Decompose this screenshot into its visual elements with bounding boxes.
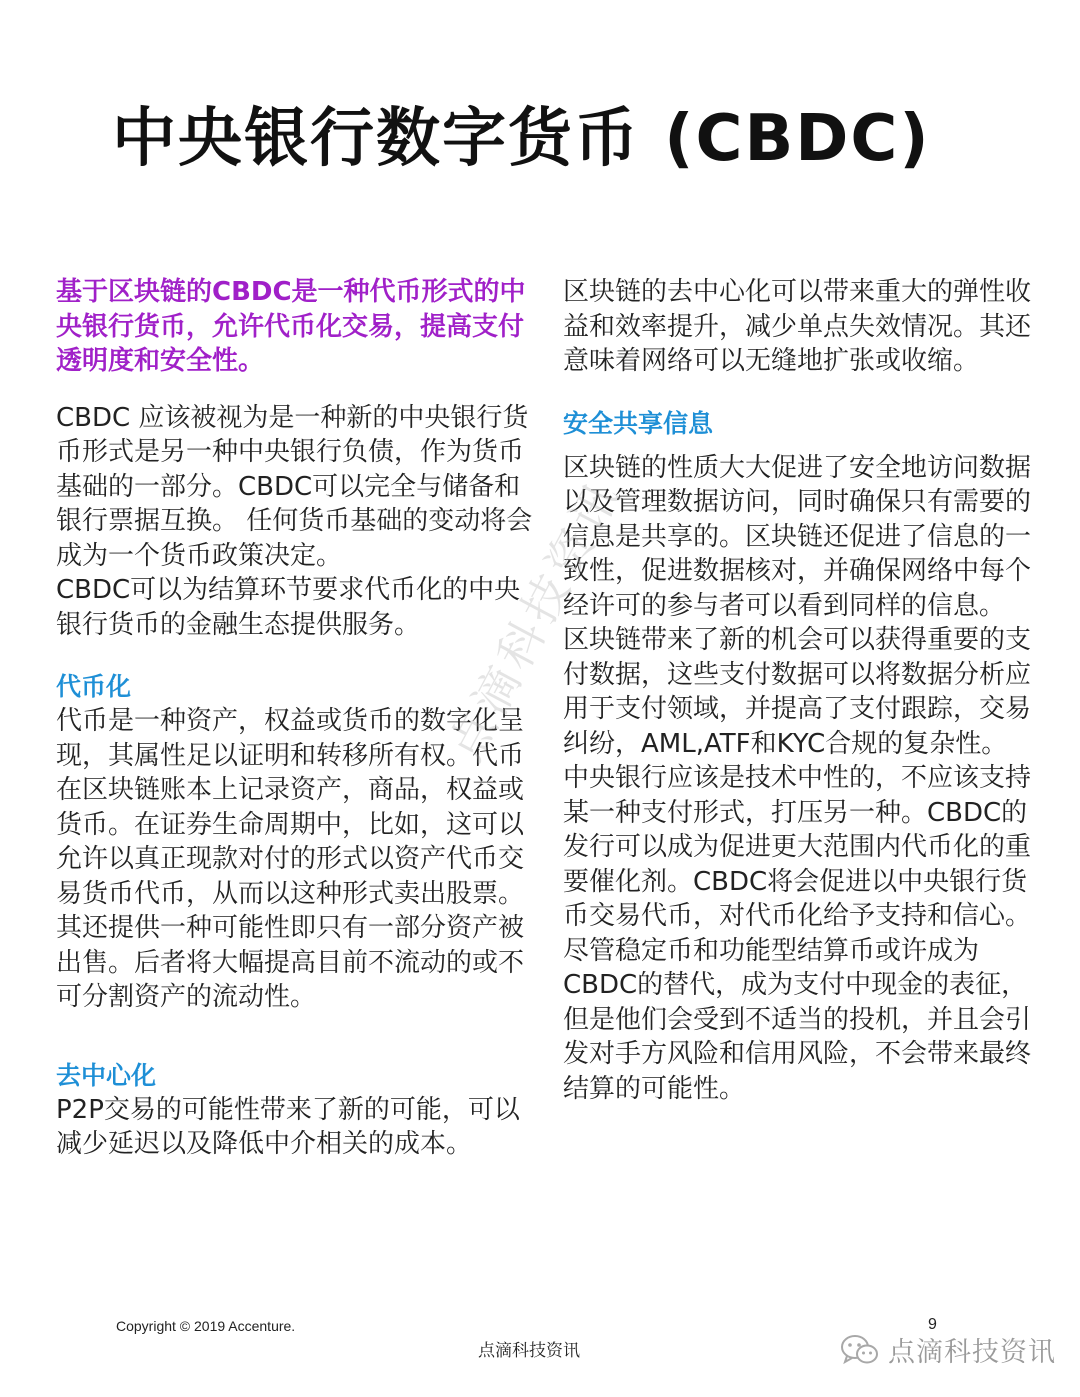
decentralization-heading: 去中心化	[56, 1060, 157, 1090]
wechat-icon	[840, 1333, 880, 1367]
copyright-notice: Copyright © 2019 Accenture.	[116, 1318, 296, 1334]
decentralization-paragraph: P2P交易的可能性带来了新的可能，可以减少延迟以及降低中介相关的成本。	[56, 1094, 520, 1159]
secure-sharing-paragraph: 区块链的性质大大促进了安全地访问数据以及管理数据访问，同时确保只有需要的信息是共享的。区块链还促进了信息的一致性，促进数据核对，并确保网络中每个经许可的参与者可以看到同样的信息。	[563, 452, 1032, 621]
payment-data-paragraph: 区块链带来了新的机会可以获得重要的支付数据，这些支付数据可以将数据分析应用于支付领域，并提高了支付跟踪，交易纠纷，AML,ATF和KYC合规的复杂性。	[563, 625, 1032, 759]
page-title: 中央银行数字货币 (CBDC)	[112, 102, 931, 176]
decentralization-continued-paragraph: 区块链的去中心化可以带来重大的弹性收益和效率提升，减少单点失效情况。其还意味着网络可以无缝地扩张或收缩。	[563, 277, 1032, 376]
page-number: 9	[928, 1316, 937, 1333]
right-column	[563, 275, 1043, 1106]
wechat-account-name: 点滴科技资讯	[888, 1337, 1056, 1368]
tokenization-heading: 代币化	[56, 672, 132, 701]
wechat-account-badge	[840, 1330, 1056, 1369]
watermark: 点滴科技资讯	[437, 468, 633, 770]
cbdc-ecosystem-paragraph: CBDC可以为结算环节要求代币化的中央银行货币的金融生态提供服务。	[56, 575, 521, 640]
cbdc-intro-paragraph: CBDC 应该被视为是一种新的中央银行货币形式是另一种中央银行负债，作为货币基础的一部分。CBDC可以完全与储备和银行票据互换。 任何货币基础的变动将会成为一个货币政策决定。	[56, 402, 533, 571]
technology-neutral-paragraph: 中央银行应该是技术中性的，不应该支持某一种支付形式，打压另一种。CBDC的发行可以成为促进更大范围内代币化的重要催化剂。CBDC将会促进以中央银行货币交易代币，对代币化给予支持和信心。尽管稳定币和功能型结算币或许成为CBDC的替代，成为支付中现金的表征，但是他们会受到不适当的投机，并且会引发对手方风险和信用风险，不会带来最终结算的可能性。	[563, 763, 1032, 1104]
left-column	[56, 275, 542, 1162]
secure-sharing-heading: 安全共享信息	[563, 408, 714, 438]
tokenization-paragraph: 代币是一种资产，权益或货币的数字化呈现，其属性足以证明和转移所有权。代币在区块链账本上记录资产，商品，权益或货币。在证券生命周期中，比如，这可以允许以真正现款对付的形式以资产代币交易货币代币，从而以这种形式卖出股票。其还提供一种可能性即只有一部分资产被出售。后者将大幅提高目前不流动的或不可分割资产的流动性。	[56, 706, 525, 1012]
lead-statement: 基于区块链的CBDC是一种代币形式的中央银行货币，允许代币化交易，提高支付透明度和安全性。	[56, 277, 526, 376]
source-label: 点滴科技资讯	[478, 1341, 580, 1361]
